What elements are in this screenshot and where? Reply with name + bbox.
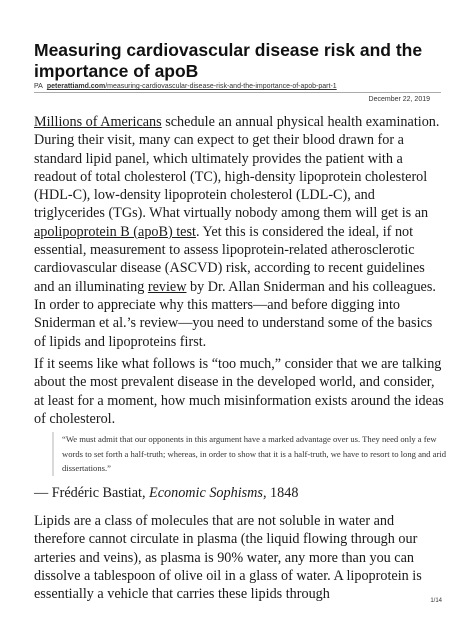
quote-attribution bbox=[34, 484, 444, 502]
attribution-year: , 1848 bbox=[262, 485, 299, 501]
source-line bbox=[34, 82, 444, 91]
link-millions-of-americans[interactable]: Millions of Americans bbox=[34, 114, 162, 130]
intro-text-1: schedule an annual physical health examination. During their visit, many can expect to get their blood drawn for a standard lipid panel, which ultimately provides the patient with a readout of total cholesterol (TC), high-density lipoprotein cholesterol (HDL-C), low-density lipoprotein cholesterol (LDL-C), and triglycerides (TGs). What virtually nobody among them will get is an bbox=[34, 114, 440, 222]
paragraph-lipids bbox=[34, 512, 444, 603]
link-apob-test[interactable]: apolipoprotein B (apoB) test bbox=[34, 223, 196, 240]
source-domain-link[interactable]: peterattiamd.com bbox=[46, 83, 106, 90]
paragraph-too-much-text: If it seems like what follows is “too much,” consider that we are talking about the most prevalent disease in the developed world, and consider, at least for a moment, how much misinformation exists around the ideas of cholesterol. bbox=[34, 356, 444, 427]
attribution-author: — Frédéric Bastiat, bbox=[34, 485, 150, 501]
paragraph-lipids-text: Lipids are a class of molecules that are not soluble in water and therefore cannot circulate in plasma (the liquid flowing through our arteries and veins), as plasma is 90% water, any more than you can dissolve a tablespoon of olive oil in a glass of water. A lipoprotein is essentially a vehicle that carries these lipids through bbox=[34, 513, 422, 603]
blockquote: “We must admit that our opponents in this argument have a marked advantage over us. They need only a few words to set forth a half-truth; whereas, in order to show that it is a half-truth, we have to resort to long and arid dissertations.” bbox=[52, 432, 454, 476]
publish-date: December 22, 2019 bbox=[368, 96, 430, 103]
link-review[interactable]: review bbox=[147, 278, 187, 295]
attribution-work: Economic Sophisms bbox=[149, 485, 263, 501]
page-number: 1/14 bbox=[430, 598, 442, 604]
intro-text-3: by Dr. Allan Sniderman and his colleagues. In order to appreciate why this matters—and before digging into Sniderman et al.’s review—you need to understand some of the basics of lipids and lipoproteins first. bbox=[34, 278, 436, 350]
header-divider bbox=[34, 92, 441, 93]
article-title: Measuring cardiovascular disease risk and the importance of apoB bbox=[34, 40, 423, 81]
paragraph-intro bbox=[34, 113, 444, 351]
source-path-link[interactable]: /measuring-cardiovascular-disease-risk-and-the-importance-of-apob-part-1 bbox=[105, 83, 337, 90]
source-prefix: PA bbox=[34, 83, 43, 90]
intro-text-2: . Yet this is considered the ideal, if not essential, measurement to assess lipoprotein-related atherosclerotic cardiovascular disease (ASCVD) risk, according to recent guidelines and an illuminating bbox=[34, 223, 425, 295]
paragraph-too-much bbox=[34, 355, 444, 428]
